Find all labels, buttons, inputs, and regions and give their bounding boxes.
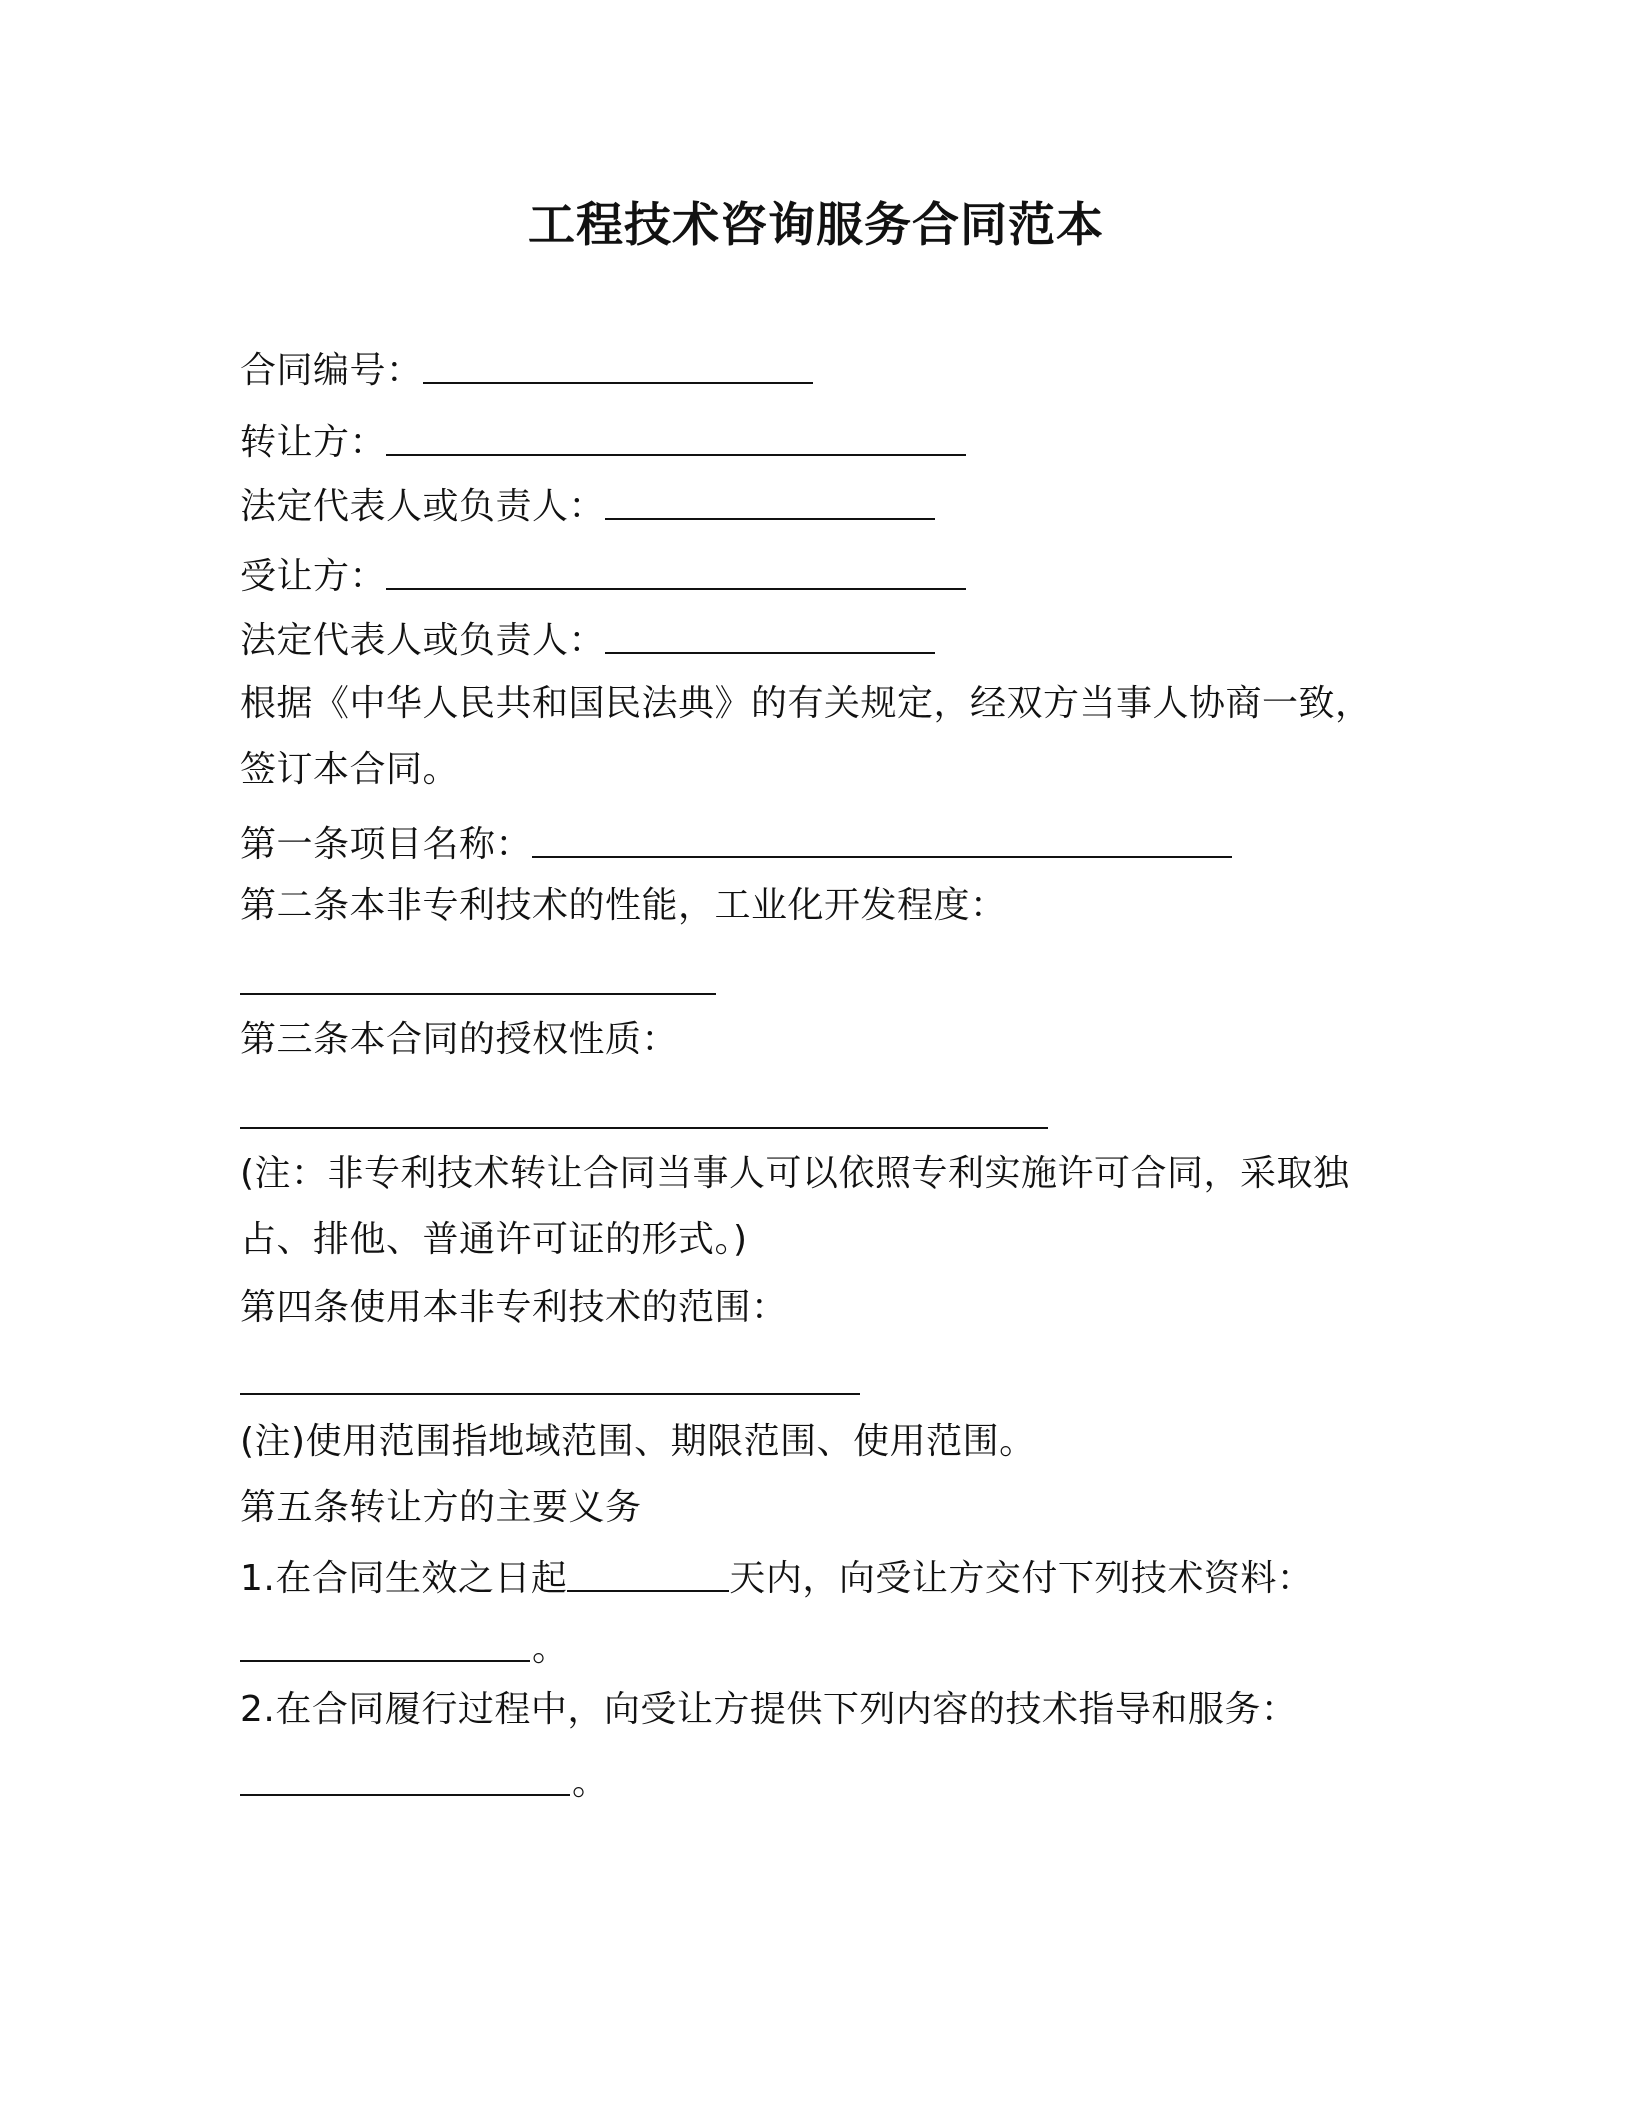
obligation-item-1-blank[interactable] <box>240 1626 530 1662</box>
contract-no-row <box>240 346 813 393</box>
obligation-item-2-end-row <box>240 1758 609 1805</box>
article-1-row <box>240 820 1232 867</box>
article-1-blank[interactable] <box>532 822 1232 858</box>
article-1-label: 第一条项目名称： <box>240 824 533 865</box>
note-1-line-2: 占、排他、普通许可证的形式。) <box>240 1219 748 1260</box>
preamble-line-2: 签订本合同。 <box>240 749 460 790</box>
article-3-label: 第三条本合同的授权性质： <box>240 1019 679 1060</box>
article-2-label: 第二条本非专利技术的性能，工业化开发程度： <box>240 885 1007 926</box>
assignor-label: 转让方： <box>240 422 387 463</box>
note-2: (注)使用范围指地域范围、期限范围、使用范围。 <box>240 1421 1036 1462</box>
article-5-label: 第五条转让方的主要义务 <box>240 1487 642 1528</box>
contract-no-blank[interactable] <box>423 348 813 384</box>
obligation-item-2-blank[interactable] <box>240 1760 570 1796</box>
obligation-item-2-period: 。 <box>572 1762 609 1803</box>
assignor-row <box>240 418 966 465</box>
document-title: 工程技术咨询服务合同范本 <box>528 198 1104 253</box>
obligation-item-1-part-1: 1.在合同生效之日起 <box>240 1558 568 1599</box>
article-2-blank[interactable] <box>240 993 716 995</box>
preamble-line-1: 根据《中华人民共和国民法典》的有关规定，经双方当事人协商一致， <box>240 683 1372 724</box>
obligation-item-1-period: 。 <box>532 1628 569 1669</box>
legal-rep-label-2: 法定代表人或负责人： <box>240 620 606 661</box>
legal-rep-row-1 <box>240 482 935 529</box>
obligation-item-2-text: 2.在合同履行过程中，向受让方提供下列内容的技术指导和服务： <box>240 1689 1298 1730</box>
assignee-row <box>240 552 966 599</box>
obligation-days-blank[interactable] <box>567 1556 729 1592</box>
legal-rep-blank-2[interactable] <box>605 618 935 654</box>
legal-rep-blank-1[interactable] <box>605 484 935 520</box>
legal-rep-row-2 <box>240 616 935 663</box>
assignor-blank[interactable] <box>386 420 966 456</box>
assignee-label: 受让方： <box>240 556 387 597</box>
obligation-item-1-end-row <box>240 1624 569 1671</box>
article-4-label: 第四条使用本非专利技术的范围： <box>240 1287 788 1328</box>
legal-rep-label-1: 法定代表人或负责人： <box>240 486 606 527</box>
article-3-blank[interactable] <box>240 1127 1048 1129</box>
contract-no-label: 合同编号： <box>240 350 423 391</box>
article-4-blank[interactable] <box>240 1393 860 1395</box>
note-1-line-1: (注：非专利技术转让合同当事人可以依照专利实施许可合同，采取独 <box>240 1153 1350 1194</box>
obligation-item-1-row <box>240 1554 1313 1601</box>
obligation-item-1-part-2: 天内，向受让方交付下列技术资料： <box>729 1558 1314 1599</box>
assignee-blank[interactable] <box>386 554 966 590</box>
